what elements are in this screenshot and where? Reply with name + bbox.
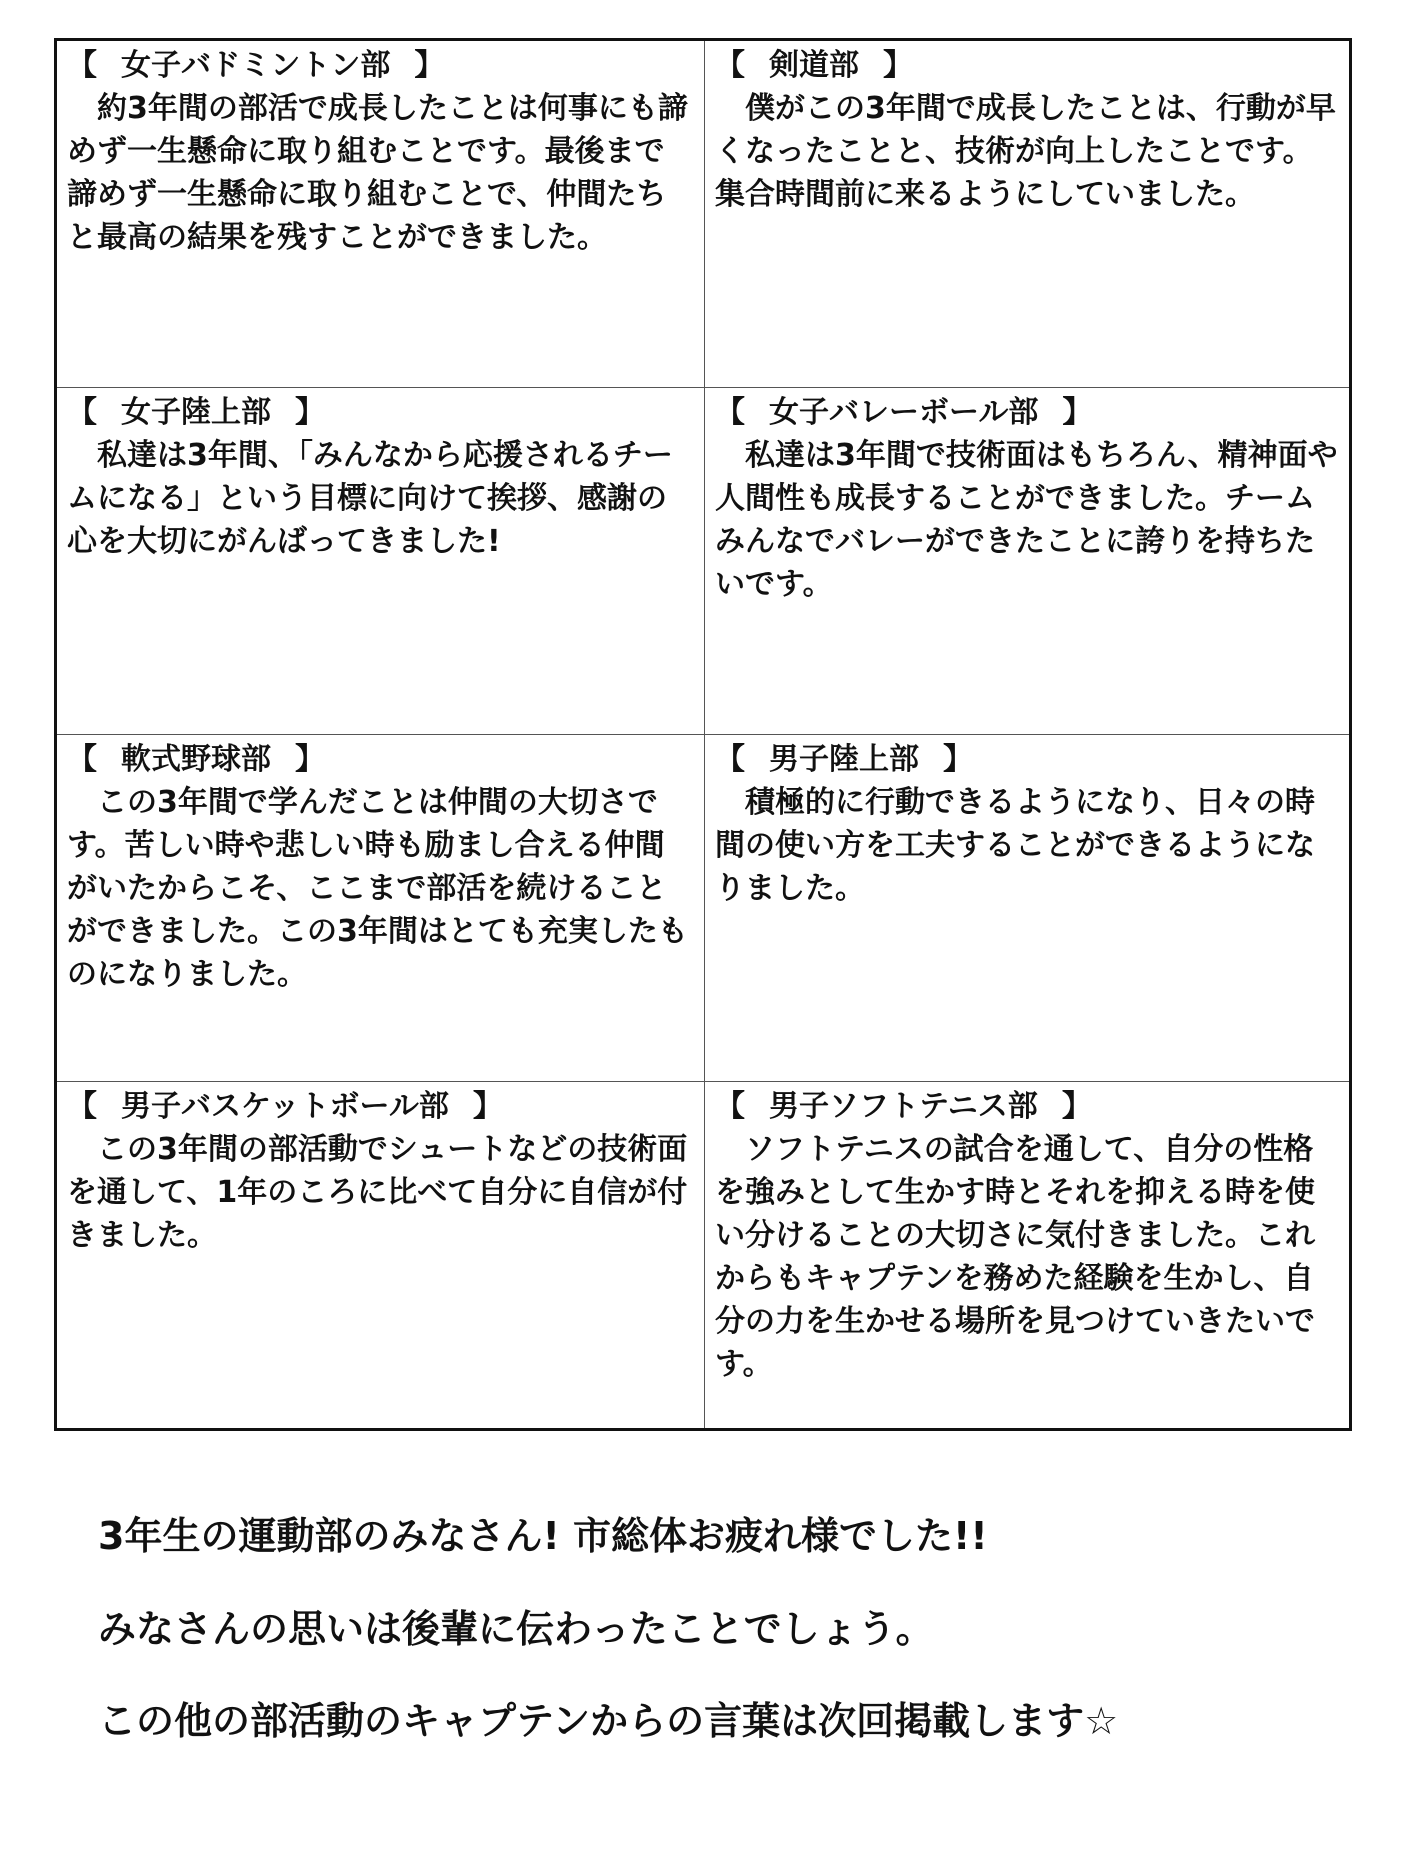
bracket-close: 】 xyxy=(472,1089,503,1124)
bracket-close: 】 xyxy=(1062,395,1093,430)
club-cell-women-volleyball xyxy=(705,388,1349,735)
club-cell-women-badminton xyxy=(57,41,705,388)
club-heading xyxy=(715,45,1339,87)
club-message: 積極的に行動できるようになり、日々の時間の使い方を工夫することができるようになりました。 xyxy=(715,785,1315,906)
bracket-open: 【 xyxy=(67,742,97,777)
footer-line-juniors: みなさんの思いは後輩に伝わったことでしょう。 xyxy=(98,1607,934,1651)
bracket-open: 【 xyxy=(715,395,745,430)
club-message: この3年間で学んだことは仲間の大切さです。苦しい時や悲しい時も励まし合える仲間がいたからこそ、ここまで部活を続けることができました。この3年間はとても充実したものになりました。 xyxy=(67,785,688,992)
footer-line-congratulations: 3年生の運動部のみなさん! 市総体お疲れ様でした!! xyxy=(98,1514,988,1558)
bracket-open: 【 xyxy=(67,395,97,430)
club-name: 女子陸上部 xyxy=(121,395,271,430)
club-name: 男子ソフトテニス部 xyxy=(769,1089,1038,1124)
club-heading xyxy=(715,1086,1339,1128)
club-message: 私達は3年間で技術面はもちろん、精神面や人間性も成長することができました。チームみんなでバレーができたことに誇りを持ちたいです。 xyxy=(715,438,1338,602)
bracket-close: 】 xyxy=(295,742,325,777)
bracket-close: 】 xyxy=(414,48,445,83)
club-cell-men-basketball xyxy=(57,1082,705,1428)
club-message: ソフトテニスの試合を通して、自分の性格を強みとして生かす時とそれを抑える時を使い分けることの大切さに気付きました。これからもキャプテンを務めた経験を生かし、自分の力を生かせる場所を見つけていきたいです。 xyxy=(715,1132,1315,1382)
bracket-open: 【 xyxy=(715,742,745,777)
club-heading xyxy=(67,739,694,781)
club-heading xyxy=(67,392,694,434)
club-name: 女子バレーボール部 xyxy=(769,395,1039,430)
bracket-open: 【 xyxy=(67,48,97,83)
club-name: 男子陸上部 xyxy=(769,742,919,777)
club-message: この3年間の部活動でシュートなどの技術面を通して、1年のころに比べて自分に自信が付きました。 xyxy=(67,1132,688,1253)
club-message: 僕がこの3年間で成長したことは、行動が早くなったことと、技術が向上したことです。集合時間前に来るようにしていました。 xyxy=(715,91,1336,212)
bracket-close: 】 xyxy=(1061,1089,1092,1124)
bracket-close: 】 xyxy=(883,48,913,83)
club-message: 約3年間の部活で成長したことは何事にも諦めず一生懸命に取り組むことです。最後まで諦めず一生懸命に取り組むことで、仲間たちと最高の結果を残すことができました。 xyxy=(67,91,688,255)
club-cell-baseball xyxy=(57,735,705,1082)
club-cell-kendo xyxy=(705,41,1349,388)
footer-line-next-issue: この他の部活動のキャプテンからの言葉は次回掲載します☆ xyxy=(98,1699,1119,1743)
club-cell-men-soft-tennis xyxy=(705,1082,1349,1428)
bracket-close: 】 xyxy=(295,395,325,430)
club-name: 男子バスケットボール部 xyxy=(121,1089,449,1124)
club-heading xyxy=(715,739,1339,781)
club-heading xyxy=(67,1086,694,1128)
bracket-open: 【 xyxy=(715,48,745,83)
club-heading xyxy=(67,45,694,87)
club-heading xyxy=(715,392,1339,434)
club-cell-men-track xyxy=(705,735,1349,1082)
captain-messages-table xyxy=(54,38,1352,1431)
bracket-open: 【 xyxy=(67,1089,97,1124)
club-name: 女子バドミントン部 xyxy=(121,48,391,83)
bracket-close: 】 xyxy=(943,742,973,777)
club-name: 軟式野球部 xyxy=(121,742,271,777)
club-name: 剣道部 xyxy=(769,48,859,83)
club-cell-women-track xyxy=(57,388,705,735)
club-message: 私達は3年間、「みんなから応援されるチームになる」という目標に向けて挨拶、感謝の心を大切にがんばってきました! xyxy=(67,438,673,559)
bracket-open: 【 xyxy=(715,1089,745,1124)
